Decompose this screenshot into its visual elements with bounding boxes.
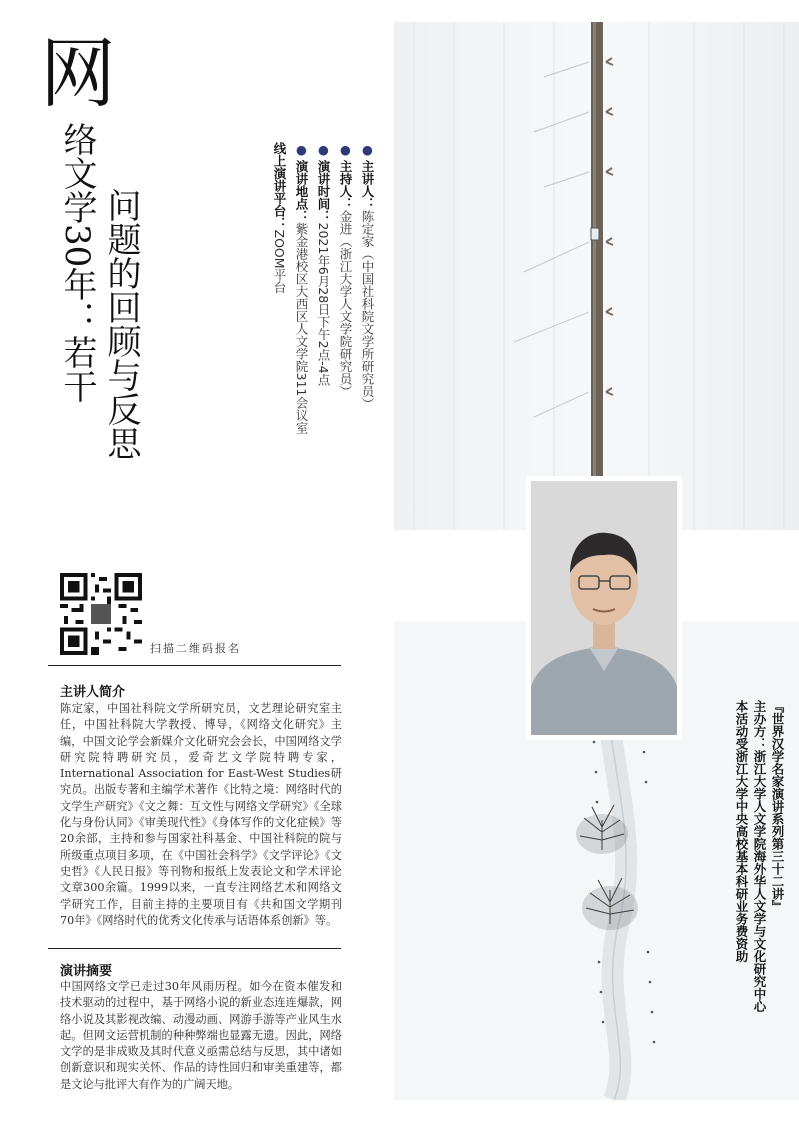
title-column-1: 络文学30年：若干 xyxy=(57,122,97,404)
bullet-icon: ● xyxy=(316,142,331,157)
host-line xyxy=(334,142,356,462)
bio-heading: 主讲人简介 xyxy=(60,685,126,700)
bullet-icon: ● xyxy=(360,142,375,157)
abstract-heading: 演讲摘要 xyxy=(60,964,113,979)
divider xyxy=(48,948,341,949)
time-label: 演讲时间： xyxy=(316,160,331,223)
sponsor-text xyxy=(732,700,786,1060)
title-column-2: 问题的回顾与反思 xyxy=(101,188,141,460)
snow-road-photo xyxy=(394,22,799,530)
place-line xyxy=(290,142,312,462)
speaker-line xyxy=(356,142,378,462)
registration-qr-code[interactable] xyxy=(60,573,142,655)
speaker-value: 陈定家（中国社科院文学所研究员） xyxy=(360,210,375,410)
bullet-icon: ● xyxy=(338,142,353,157)
place-label: 演讲地点： xyxy=(294,160,309,223)
platform-value: ZOOM平台 xyxy=(272,229,287,294)
place-value: 紫金港校区大西区人文学院311会议室 xyxy=(294,222,309,434)
bio-text: 陈定家，中国社科院文学所研究员，文艺理论研究室主任，中国社科院大学教授、博导，《网络文化研究》主编，中国文论学会新媒介文化研究会会长，中国网络文学研究院特聘研究员，爱奇艺文学院特聘专家，International Association for East-West Studies研究员。出版专著和主编学术著作《比特之境：网络时代的文学生产研究》《文之舞：互文性与网络文学研究》《全球化与身份认同》《审美现代性》《身体写作的文化症候》等20余部，主持和参与国家社科基金、中国社科院的院与所级重点项目多项，在《中国社会科学》《文学评论》《文史哲》《人民日报》等刊物和报纸上发表论文和学术评论文章300余篇。1999以来，一直专注网络艺术和网络文学研究工作，目前主持的主要项目有《共和国文学期刊70年》《网络时代的优秀文化传承与话语体系创新》等。 xyxy=(60,702,342,927)
host-label: 主持人： xyxy=(338,160,353,210)
host-value: 金进（浙江大学人文学院研究员） xyxy=(338,210,353,398)
series-title: 『世界汉学名家演讲系列第三十二讲』 xyxy=(770,700,785,913)
speaker-portrait xyxy=(531,481,677,735)
platform-line xyxy=(268,142,290,462)
speaker-label: 主讲人： xyxy=(360,160,375,210)
title-first-char: 网 xyxy=(40,29,116,118)
bullet-icon: ● xyxy=(294,142,309,157)
qr-caption: 扫描二维码报名 xyxy=(150,642,241,655)
event-info xyxy=(268,142,378,462)
organizer: 主办方：浙江大学人文学院海外华人文学与文化研究中心 xyxy=(752,700,767,1013)
time-value: 2021年6月28日下午2点-4点 xyxy=(316,222,331,387)
funding-note: 本活动受浙江大学中央高校基本科研业务费资助 xyxy=(734,700,749,963)
divider xyxy=(48,665,341,666)
abstract-text: 中国网络文学已走过30年风雨历程。如今在资本催发和技术驱动的过程中，基于网络小说的新业态连连爆款，网络小说及其影视改编、动漫动画、网游手游等产业风生水起。但网文运营机制的种种弊端也显露无遗。因此，网络文学的是非成败及其时代意义亟需总结与反思，其中诸如创新意识和现实关怀、作品的诗性回归和审美重建等，都是文论与批评大有作为的广阔天地。 xyxy=(60,980,342,1091)
time-line xyxy=(312,142,334,462)
platform-label: 线上演讲平台： xyxy=(272,142,287,230)
